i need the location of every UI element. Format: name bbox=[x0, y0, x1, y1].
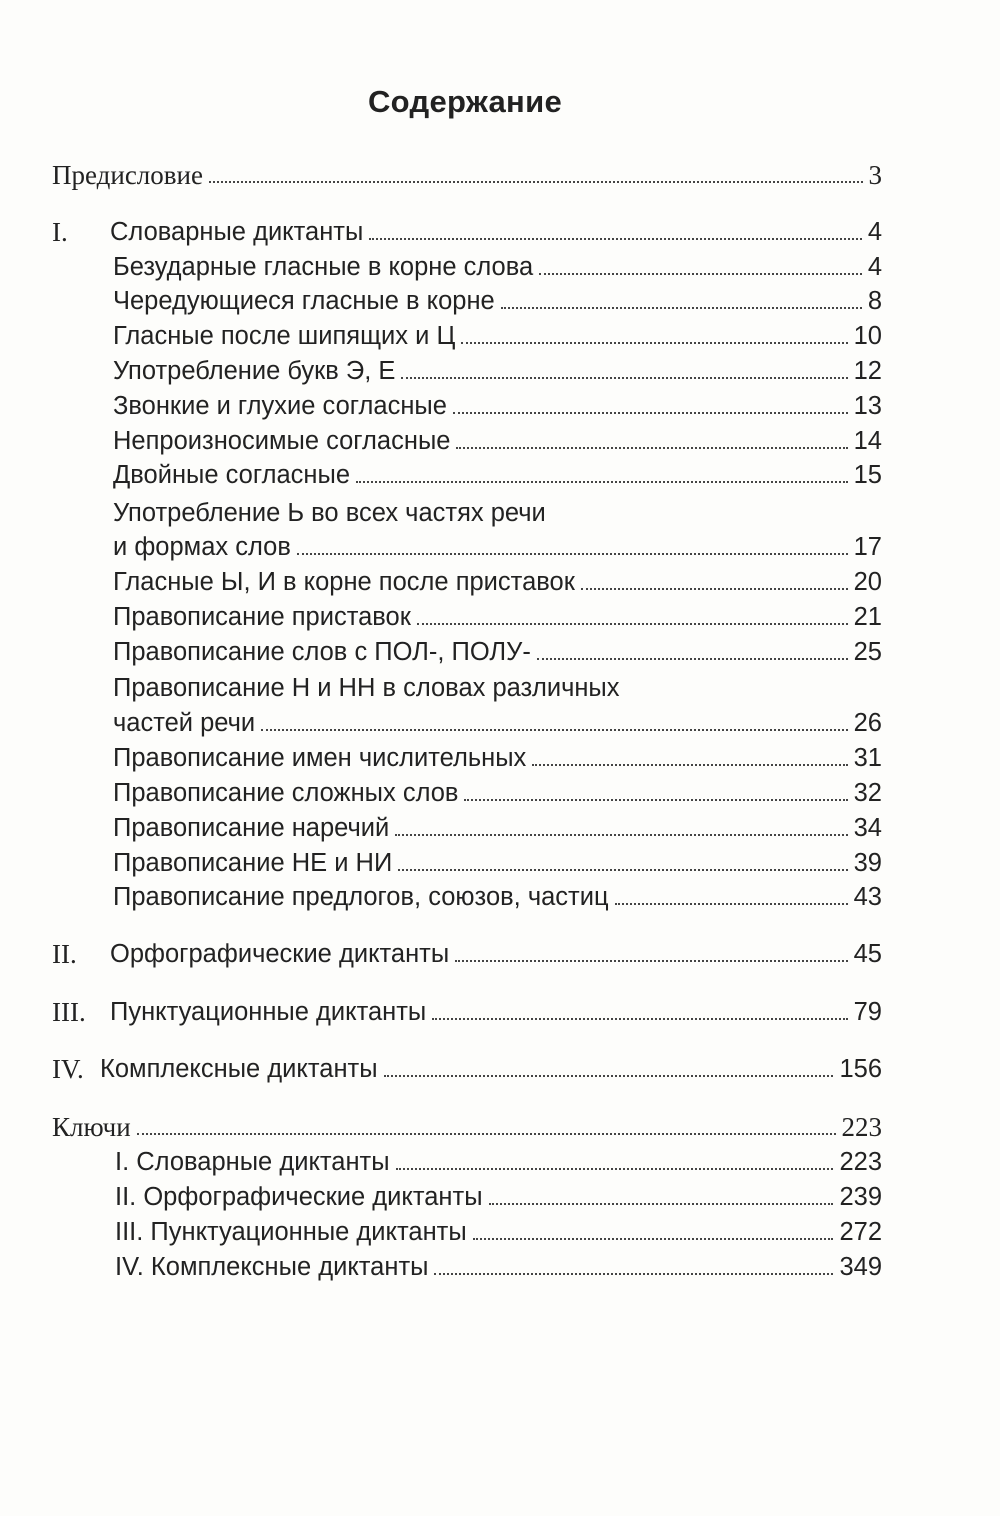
toc-label: Безударные гласные в корне слова bbox=[113, 253, 534, 281]
toc-subentry[interactable] bbox=[113, 706, 882, 740]
toc-page-number: 13 bbox=[853, 392, 882, 420]
dot-leader bbox=[532, 762, 847, 766]
toc-page-number: 20 bbox=[853, 568, 882, 596]
toc-label: I. Словарные диктанты bbox=[115, 1148, 390, 1176]
dot-leader bbox=[501, 305, 862, 309]
toc-label: III. Пунктуационные диктанты bbox=[115, 1218, 467, 1246]
dot-leader bbox=[489, 1201, 834, 1205]
dot-leader bbox=[369, 236, 862, 240]
toc-subentry[interactable] bbox=[113, 284, 882, 318]
section-number: II. bbox=[52, 939, 77, 969]
toc-entry-section-4[interactable] bbox=[100, 1052, 882, 1086]
dot-leader bbox=[537, 656, 848, 660]
toc-page-number: 156 bbox=[839, 1055, 882, 1083]
dot-leader bbox=[356, 479, 848, 483]
dot-leader bbox=[261, 727, 847, 731]
section-number: III. bbox=[52, 997, 86, 1027]
toc-page-number: 3 bbox=[868, 160, 882, 190]
toc-page-number: 17 bbox=[853, 533, 882, 561]
toc-page-number: 39 bbox=[853, 849, 882, 877]
dot-leader bbox=[473, 1236, 834, 1240]
section-number: IV. bbox=[52, 1054, 84, 1084]
toc-page-number: 34 bbox=[853, 814, 882, 842]
page-title: Содержание bbox=[368, 84, 562, 119]
toc-page-number: 26 bbox=[853, 709, 882, 737]
toc-subentry[interactable] bbox=[113, 846, 882, 880]
toc-label: Правописание имен числительных bbox=[113, 744, 527, 772]
dot-leader bbox=[395, 832, 847, 836]
toc-label: Чередующиеся гласные в корне bbox=[113, 287, 495, 315]
dot-leader bbox=[453, 410, 848, 414]
dot-leader bbox=[209, 179, 863, 183]
toc-label: Пунктуационные диктанты bbox=[110, 998, 427, 1026]
toc-page-number: 8 bbox=[867, 287, 882, 315]
toc-page-number: 14 bbox=[853, 427, 882, 455]
toc-page-number: 4 bbox=[867, 253, 882, 281]
toc-page-number: 272 bbox=[839, 1218, 882, 1246]
toc-label: частей речи bbox=[113, 709, 256, 737]
toc-page-number: 12 bbox=[853, 357, 882, 385]
toc-label: Непроизносимые согласные bbox=[113, 427, 451, 455]
toc-label: Звонкие и глухие согласные bbox=[113, 392, 447, 420]
toc-label: Двойные согласные bbox=[113, 461, 350, 489]
toc-label: Правописание наречий bbox=[113, 814, 390, 842]
dot-leader bbox=[464, 797, 847, 801]
toc-subentry[interactable] bbox=[113, 250, 882, 284]
dot-leader bbox=[401, 375, 847, 379]
toc-page-number: 25 bbox=[853, 638, 882, 666]
dot-leader bbox=[539, 271, 862, 275]
toc-label: и формах слов bbox=[113, 533, 291, 561]
dot-leader bbox=[456, 445, 847, 449]
toc-subentry[interactable] bbox=[113, 880, 882, 914]
toc-key-subentry[interactable] bbox=[115, 1250, 882, 1284]
toc-subentry[interactable] bbox=[113, 776, 882, 810]
toc-subentry[interactable] bbox=[113, 389, 882, 423]
toc-page-number: 32 bbox=[853, 779, 882, 807]
toc-entry-section-2[interactable] bbox=[110, 937, 882, 971]
toc-key-subentry[interactable] bbox=[115, 1215, 882, 1249]
toc-subentry[interactable] bbox=[113, 354, 882, 388]
toc-page-number: 45 bbox=[853, 940, 882, 968]
toc-subentry-line1: Правописание Н и НН в словах различных bbox=[113, 674, 620, 702]
dot-leader bbox=[384, 1073, 834, 1077]
toc-subentry[interactable] bbox=[113, 635, 882, 669]
toc-page-number: 31 bbox=[853, 744, 882, 772]
toc-subentry[interactable] bbox=[113, 741, 882, 775]
toc-label: Правописание слов с ПОЛ-, ПОЛУ- bbox=[113, 638, 531, 666]
toc-page-number: 223 bbox=[841, 1112, 882, 1142]
toc-label: Предисловие bbox=[52, 160, 203, 190]
toc-label: Гласные Ы, И в корне после приставок bbox=[113, 568, 575, 596]
toc-entry-section-1[interactable] bbox=[110, 215, 882, 249]
dot-leader bbox=[432, 1016, 847, 1020]
toc-subentry[interactable] bbox=[113, 565, 882, 599]
toc-subentry-line1: Употребление Ь во всех частях речи bbox=[113, 499, 546, 527]
dot-leader bbox=[417, 621, 848, 625]
toc-subentry[interactable] bbox=[113, 811, 882, 845]
toc-entry-preface[interactable] bbox=[52, 158, 882, 192]
dot-leader bbox=[581, 586, 848, 590]
toc-subentry[interactable] bbox=[113, 530, 882, 564]
toc-key-subentry[interactable] bbox=[115, 1145, 882, 1179]
toc-page-number: 10 bbox=[853, 322, 882, 350]
toc-subentry[interactable] bbox=[113, 319, 882, 353]
toc-page-number: 15 bbox=[853, 461, 882, 489]
dot-leader bbox=[137, 1131, 836, 1135]
toc-page-number: 21 bbox=[853, 603, 882, 631]
toc-entry-keys[interactable] bbox=[52, 1110, 882, 1144]
toc-label: Правописание сложных слов bbox=[113, 779, 459, 807]
toc-key-subentry[interactable] bbox=[115, 1180, 882, 1214]
toc-label: Комплексные диктанты bbox=[100, 1055, 378, 1083]
toc-label: Орфографические диктанты bbox=[110, 940, 450, 968]
dot-leader bbox=[434, 1271, 833, 1275]
toc-label: Ключи bbox=[52, 1112, 131, 1142]
dot-leader bbox=[396, 1166, 834, 1170]
dot-leader bbox=[455, 958, 847, 962]
toc-label: Гласные после шипящих и Ц bbox=[113, 322, 456, 350]
toc-page-number: 4 bbox=[867, 218, 882, 246]
toc-label: Правописание предлогов, союзов, частиц bbox=[113, 883, 609, 911]
toc-label: Употребление букв Э, Е bbox=[113, 357, 396, 385]
toc-label: II. Орфографические диктанты bbox=[115, 1183, 483, 1211]
toc-subentry[interactable] bbox=[113, 600, 882, 634]
dot-leader bbox=[461, 340, 847, 344]
toc-label: Правописание приставок bbox=[113, 603, 411, 631]
section-number: I. bbox=[52, 217, 68, 247]
toc-page-number: 79 bbox=[853, 998, 882, 1026]
toc-page-number: 43 bbox=[853, 883, 882, 911]
toc-entry-section-3[interactable] bbox=[110, 995, 882, 1029]
toc-page-number: 349 bbox=[839, 1253, 882, 1281]
toc-page-number: 239 bbox=[839, 1183, 882, 1211]
toc-label: IV. Комплексные диктанты bbox=[115, 1253, 429, 1281]
toc-subentry[interactable] bbox=[113, 458, 882, 492]
dot-leader bbox=[297, 551, 848, 555]
toc-subentry[interactable] bbox=[113, 424, 882, 458]
dot-leader bbox=[398, 867, 847, 871]
toc-page-number: 223 bbox=[839, 1148, 882, 1176]
toc-label: Словарные диктанты bbox=[110, 218, 364, 246]
dot-leader bbox=[615, 901, 848, 905]
toc-label: Правописание НЕ и НИ bbox=[113, 849, 393, 877]
